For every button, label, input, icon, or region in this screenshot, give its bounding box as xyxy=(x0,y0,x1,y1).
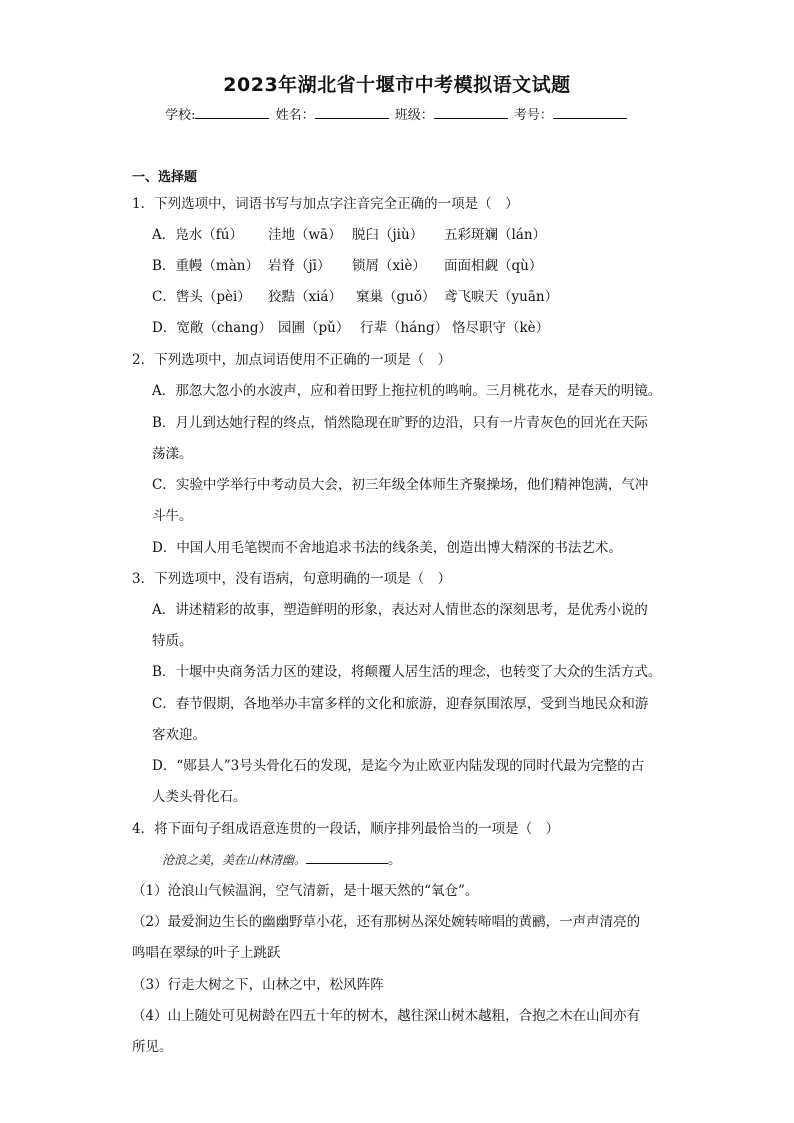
class-blank[interactable] xyxy=(434,106,508,119)
q1-option-a[interactable] xyxy=(152,223,546,243)
q2-option-c[interactable]: C．实验中学举行中考动员大会，初三年级全体师生齐聚操场，他们精神饱满，气冲 xyxy=(152,477,649,493)
student-info-line xyxy=(0,104,794,123)
q2-stem: 2．下列选项中，加点词语使用不正确的一项是（ ） xyxy=(132,352,452,368)
q1-d-2: 园圃（pǔ） xyxy=(278,320,350,336)
q4-sentence-2-cont: 鸣唱在翠绿的叶子上跳跃 xyxy=(132,945,281,961)
q1-a-2: 洼地（wā） xyxy=(268,227,342,243)
q1-d-4: 恪尽职守（kè） xyxy=(452,320,550,336)
q1-b-1: B．重幔（màn） xyxy=(152,258,259,274)
q1-option-c[interactable] xyxy=(152,285,558,305)
q1-b-4: 面面相觑（qù） xyxy=(444,258,543,274)
q1-option-b[interactable] xyxy=(152,254,542,274)
q1-c-1: C．辔头（pèi） xyxy=(152,289,251,305)
q1-d-1: D．宽敞（chang） xyxy=(152,320,272,336)
q1-b-3: 锁屑（xiè） xyxy=(352,258,426,274)
q2-option-d[interactable]: D．中国人用毛笔锲而不舍地追求书法的线条美，创造出博大精深的书法艺术。 xyxy=(152,540,622,556)
number-label: 考号： xyxy=(513,108,553,123)
q1-a-3: 脱臼（jiù） xyxy=(352,227,424,243)
q3-option-c[interactable]: C．春节假期，各地举办丰富多样的文化和旅游，迎春氛围浓厚，受到当地民众和游 xyxy=(152,696,649,712)
q1-d-3: 行辈（háng） xyxy=(360,320,449,336)
q3-option-b[interactable]: B．十堰中央商务活力区的建设，将颠覆人居生活的理念，也转变了大众的生活方式。 xyxy=(152,664,662,680)
q1-c-2: 狡黠（xiá） xyxy=(268,289,342,305)
q4-stem: 4．将下面句子组成语意连贯的一段话，顺序排列最恰当的一项是（ ） xyxy=(132,821,560,837)
q4-lead-line xyxy=(162,848,402,868)
q4-lead-text: 沧浪之美，美在山林清幽。 xyxy=(162,853,307,867)
name-label: 姓名： xyxy=(275,108,315,123)
q4-answer-blank[interactable] xyxy=(306,851,388,864)
number-blank[interactable] xyxy=(553,106,627,119)
q1-a-4: 五彩斑斓（lán） xyxy=(444,227,547,243)
q1-option-d[interactable] xyxy=(152,316,549,336)
school-blank[interactable] xyxy=(195,106,269,119)
q3-option-d[interactable]: D．“郧县人”3号头骨化石的发现，是迄今为止欧亚内陆发现的同时代最为完整的古 xyxy=(152,758,645,774)
q1-c-4: 鸢飞唳天（yuān） xyxy=(444,289,559,305)
section-heading: 一、选择题 xyxy=(132,170,198,185)
q4-sentence-1: （1）沧浪山气候温润，空气清新，是十堰天然的“氧仓”。 xyxy=(132,883,479,899)
q1-stem: 1．下列选项中，词语书写与加点字注音完全正确的一项是（ ） xyxy=(132,196,519,212)
q3-option-a[interactable]: A．讲述精彩的故事，塑造鲜明的形象，表达对人情世态的深刻思考，是优秀小说的 xyxy=(152,602,648,618)
q2-option-b-cont: 荡漾。 xyxy=(152,446,193,462)
q2-option-c-cont: 斗牛。 xyxy=(152,508,193,524)
q1-c-3: 窠巢（guǒ） xyxy=(356,289,436,305)
page-title: 2023年湖北省十堰市中考模拟语文试题 xyxy=(223,74,571,96)
q2-option-a[interactable]: A．那忽大忽小的水波声，应和着田野上拖拉机的鸣响。三月桃花水，是春天的明镜。 xyxy=(152,383,662,399)
q3-option-c-cont: 客欢迎。 xyxy=(152,727,206,743)
q2-option-b[interactable]: B．月儿到达她行程的终点，悄然隐现在旷野的边沿，只有一片青灰色的回光在天际 xyxy=(152,415,648,431)
q4-lead-period: 。 xyxy=(388,852,402,868)
name-blank[interactable] xyxy=(315,106,389,119)
class-label: 班级： xyxy=(394,108,434,123)
school-label: 学校: xyxy=(165,108,196,123)
q4-sentence-4-cont: 所见。 xyxy=(132,1039,173,1055)
q3-option-a-cont: 特质。 xyxy=(152,633,193,649)
q4-sentence-3: （3）行走大树之下，山林之中，松风阵阵 xyxy=(132,977,384,993)
q3-option-d-cont: 人类头骨化石。 xyxy=(152,789,247,805)
q1-b-2: 岩脊（jī） xyxy=(268,258,331,274)
q1-a-1: A．凫水（fú） xyxy=(152,227,243,243)
q4-sentence-2: （2）最爱涧边生长的幽幽野草小花，还有那树丛深处婉转啼唱的黄鹂，一声声清亮的 xyxy=(132,914,641,930)
q4-sentence-4: （4）山上随处可见树龄在四五十年的树木，越往深山树木越粗，合抱之木在山间亦有 xyxy=(132,1008,641,1024)
q3-stem: 3．下列选项中，没有语病，句意明确的一项是（ ） xyxy=(132,571,452,587)
